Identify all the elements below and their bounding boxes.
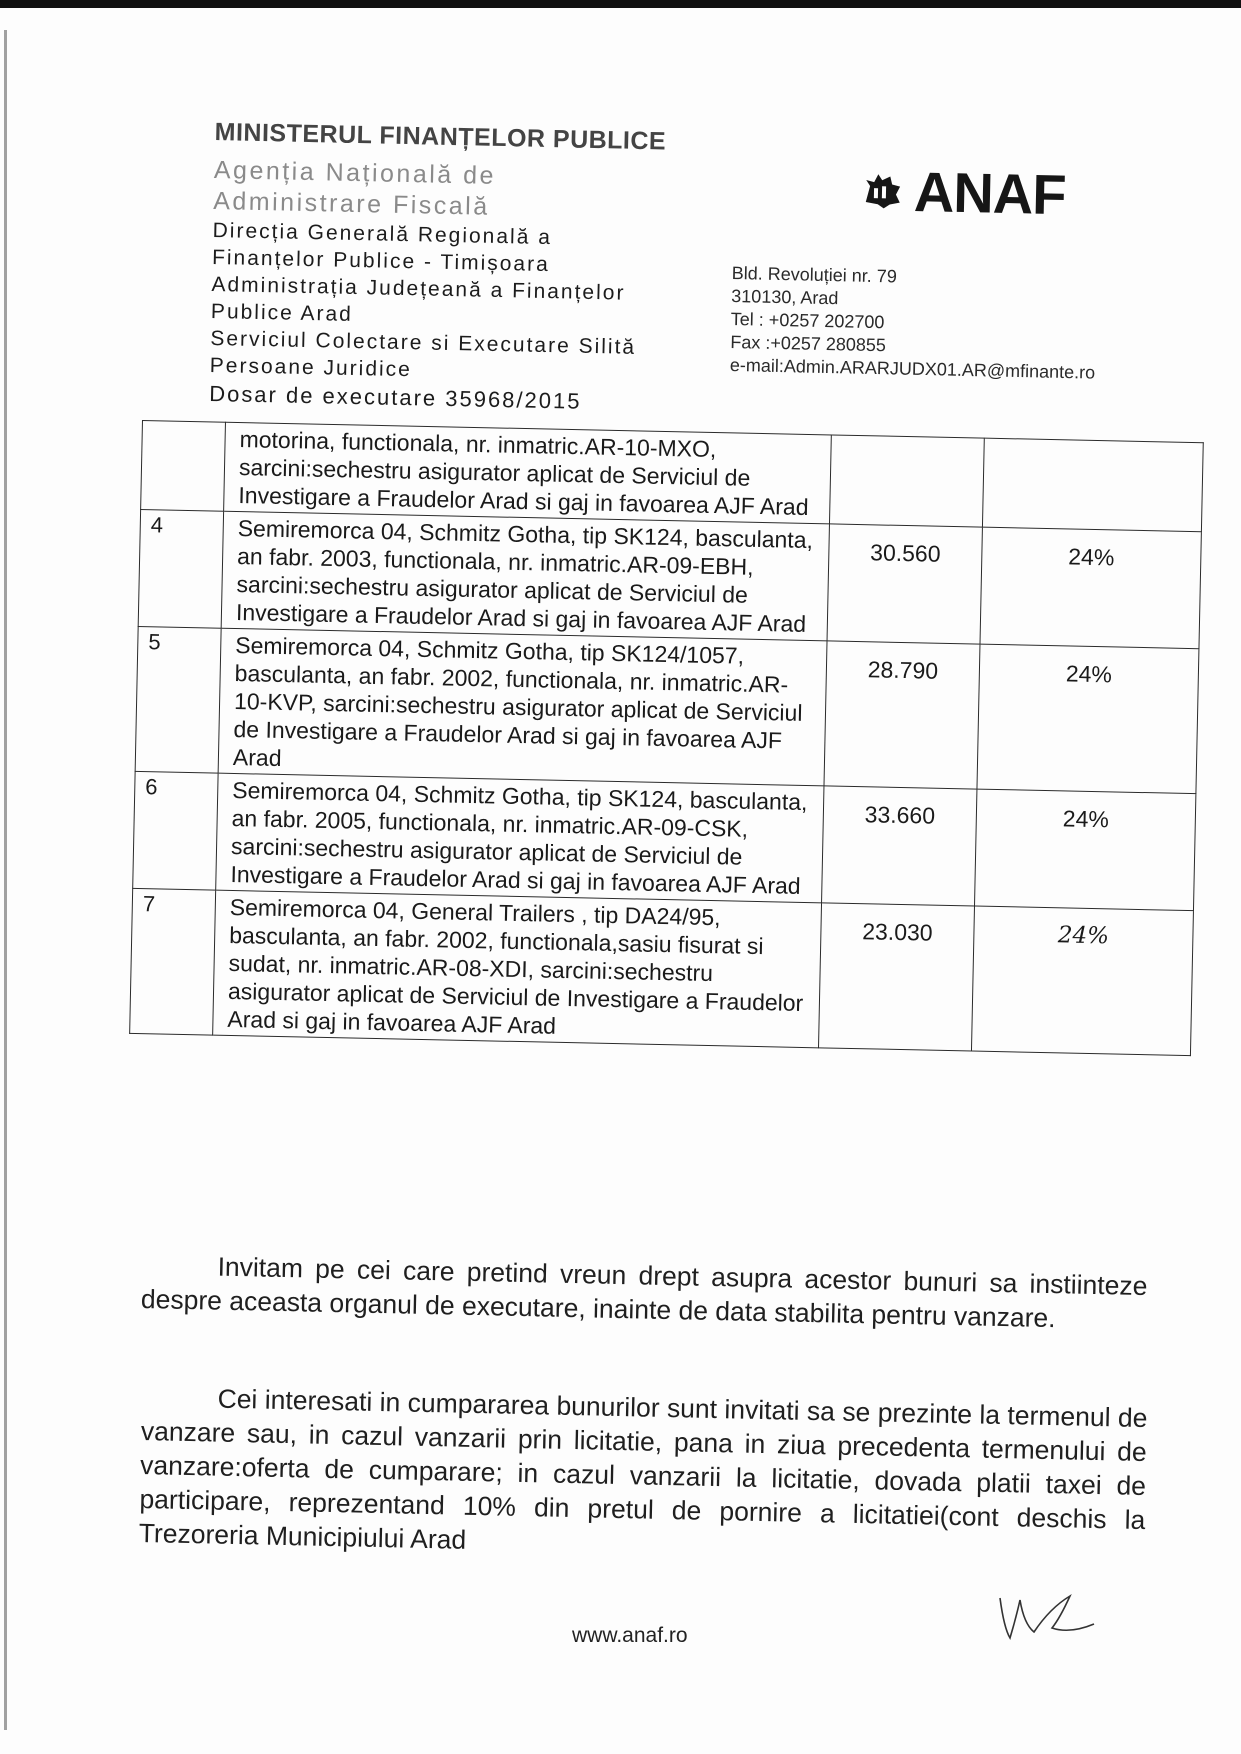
paragraph-1-text: Invitam pe cei care pretind vreun drept asupra acestor bunuri sa instiinteze despre aceasta organul de executare, inainte de data stabilita pentru vanzare. xyxy=(140,1251,1148,1334)
office-line-3: Administrația Județeană a Finanțelor xyxy=(211,272,626,305)
anaf-logo xyxy=(859,158,1066,227)
row-vat xyxy=(982,438,1203,532)
row-price: 30.560 xyxy=(827,524,982,644)
address-city: 310130, Arad xyxy=(731,285,839,309)
row-price: 33.660 xyxy=(822,786,977,906)
scan-top-edge xyxy=(0,0,1241,8)
paragraph-claims-notice xyxy=(141,1248,1148,1337)
signature-mark xyxy=(990,1588,1100,1648)
agency-line-1: Agenția Națională de xyxy=(213,155,497,190)
row-number: 7 xyxy=(130,888,216,1035)
contact-block xyxy=(730,262,1152,386)
office-line-6: Persoane Juridice xyxy=(209,353,413,382)
office-line-4: Publice Arad xyxy=(210,299,354,326)
paragraph-2-text: Cei interesati in cumpararea bunurilor sunt invitati sa se prezinte la termenul de vanzare sau, in cazul vanzarii prin licitatie, pana in ziua precedenta termenului de vanzare:oferta de cumparare; in cazul vanzarii la licitatie, dovada platii taxei de participare, reprezentand 10% din pretul de pornire a licitatiei(cont deschis la Trezoreria Municipiului Arad xyxy=(138,1383,1148,1555)
ministry-name: MINISTERUL FINANȚELOR PUBLICE xyxy=(214,118,667,156)
row-number xyxy=(141,421,226,512)
row-description: Semiremorca 04, Schmitz Gotha, tip SK124, basculanta, an fabr. 2005, functionala, nr. inmatric.AR-09-CSK, sarcini:sechestru asigurator aplicat de Serviciul de Investigare a Fraudelor Arad si gaj in favoarea AJF Arad xyxy=(216,773,824,903)
row-price: 23.030 xyxy=(819,903,975,1051)
address-street: Bld. Revoluției nr. 79 xyxy=(731,262,898,287)
anaf-emblem-icon xyxy=(860,171,905,210)
row-description: motorina, functionala, nr. inmatric.AR-10-MXO, sarcini:sechestru asigurator aplicat de Serviciul de Investigare a Fraudelor Arad si gaj in favoarea AJF Arad xyxy=(224,422,832,524)
case-file-number: Dosar de executare 35968/2015 xyxy=(208,380,582,414)
phone-number: Tel : +0257 202700 xyxy=(730,308,885,333)
issuer-header xyxy=(209,118,735,420)
footer-website: www.anaf.ro xyxy=(572,1624,688,1647)
table-row xyxy=(135,626,1199,793)
row-description: Semiremorca 04, General Trailers , tip DA24/95, basculanta, an fabr. 2002, functionala,sasiu fisurat si sudat, nr. inmatric.AR-08-XDI, sarcini:sechestru asigurator aplicat de Serviciul de Investigare a Fraudelor Arad si gaj in favoarea AJF Arad xyxy=(213,890,822,1048)
office-line-2: Finanțelor Publice - Timișoara xyxy=(211,245,551,277)
goods-table-wrapper xyxy=(129,420,1204,1056)
paragraph-buyers-notice xyxy=(138,1380,1147,1571)
row-number: 5 xyxy=(135,626,221,773)
office-line-5: Serviciul Colectare si Executare Silită xyxy=(210,326,637,359)
scan-left-edge xyxy=(4,30,7,1730)
office-line-1: Direcția Generală Regională a xyxy=(212,218,553,250)
row-price: 28.790 xyxy=(824,641,980,789)
row-vat: 24% xyxy=(980,527,1201,649)
row-number: 6 xyxy=(133,771,218,890)
row-price xyxy=(829,435,984,527)
agency-line-2: Administrare Fiscală xyxy=(212,186,490,221)
table-row xyxy=(130,888,1194,1055)
row-vat-handwritten: 24% xyxy=(971,906,1193,1056)
row-description: Semiremorca 04, Schmitz Gotha, tip SK124/1057, basculanta, an fabr. 2002, functionala, nr. inmatric.AR-10-KVP, sarcini:sechestru asigurator aplicat de Serviciul de Investigare a Fraudelor Arad si gaj in favoarea AJF Arad xyxy=(218,628,827,786)
email-address: e-mail:Admin.ARARJUDX01.AR@mfinante.ro xyxy=(729,354,1096,383)
goods-table xyxy=(129,420,1204,1056)
row-number: 4 xyxy=(138,509,223,628)
row-vat: 24% xyxy=(977,644,1199,794)
table-row xyxy=(138,509,1201,648)
row-description: Semiremorca 04, Schmitz Gotha, tip SK124, basculanta, an fabr. 2003, functionala, nr. inmatric.AR-09-EBH, sarcini:sechestru asigurator aplicat de Serviciul de Investigare a Fraudelor Arad si gaj in favoarea AJF Arad xyxy=(221,511,829,641)
row-vat: 24% xyxy=(975,789,1196,911)
table-row xyxy=(133,771,1196,910)
fax-number: Fax :+0257 280855 xyxy=(730,331,887,356)
logo-text: ANAF xyxy=(913,159,1067,227)
